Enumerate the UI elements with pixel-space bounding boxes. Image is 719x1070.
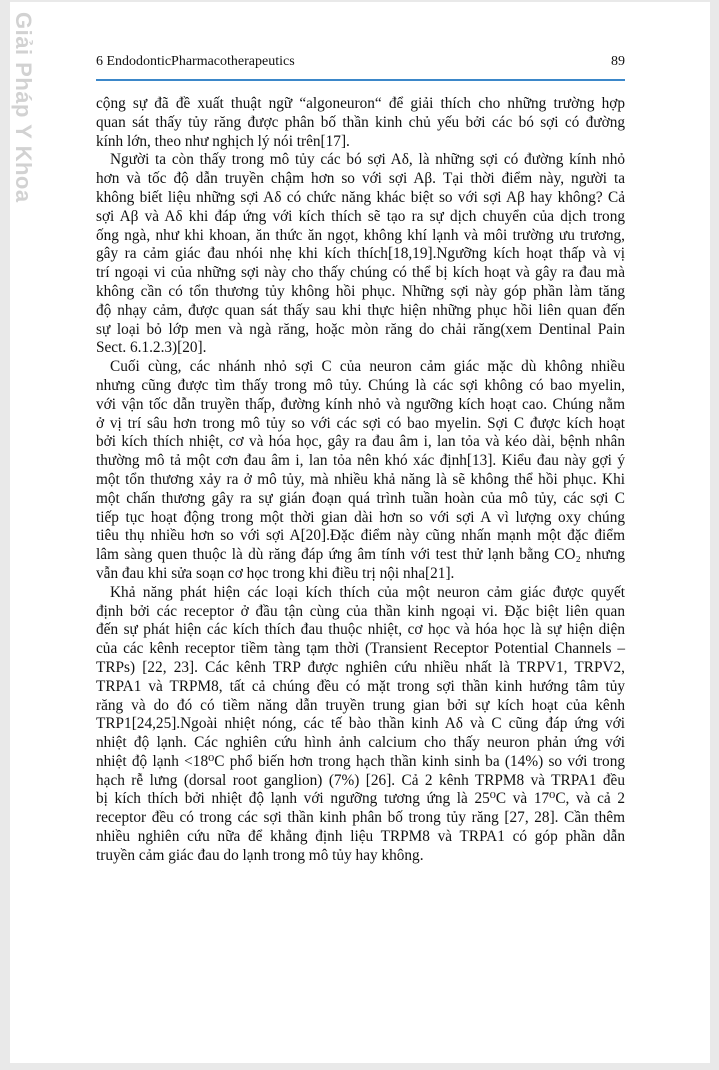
text-line: không biết liệu những sợi Aδ có chức năng khác biệt so với sợi Aβ hay không? Cả [96,188,625,206]
text-line: hạch rễ lưng (dorsal root ganglion) (7%) [26]. Cả 2 kênh TRPM8 và TRPA1 đều [96,771,625,789]
page-number: 89 [611,54,625,69]
document-page [10,2,710,1063]
text-line: TRPA1 và TRPM8, tất cả chúng đều có mặt trong sợi thần kinh hướng tâm tủy [96,677,625,695]
paragraph [96,151,625,358]
text-line: Cuối cùng, các nhánh nhỏ sợi C của neuron cảm giác mặc dù không nhiều [110,358,625,376]
text-line: receptor đều có trong các sợi thần kinh phân bố trong tủy răng [27, 28]. Cần thêm [96,809,625,827]
text-line: bởi kích thích nhiệt, cơ và hóa học, gây ra đau âm i, lan tỏa và kéo dài, bệnh nhân [96,433,625,451]
text-line: của các kênh receptor tiềm tàng tạm thời (Transient Receptor Potential Channels – [96,640,625,658]
text-line: gây ra cảm giác đau nhói nhẹ khi kích thích[18,19].Ngưỡng kích hoạt thấp và vị [96,245,625,263]
text-line: đến sự phát hiện các kích thích đau thuộc nhiệt, cơ học và hóa học là sự hiện diện [96,621,625,639]
paragraph [96,584,625,866]
text-line: Người ta còn thấy trong mô tủy các bó sợi Aδ, là những sợi có đường kính nhỏ [110,151,625,169]
text-line: một chấn thương gây ra sự gián đoạn quá trình tuần hoàn của mô tủy, các sợi C [96,489,625,507]
paragraph [96,358,625,584]
text-line: răng và do đó có tiềm năng dẫn truyền trung gian bởi sự kích hoạt của kênh [96,696,625,714]
text-line: tiêu thụ nhiều hơn so với sợi A[20].Đặc điểm này cũng nhấn mạnh một đặc điểm [96,527,625,545]
text-line: TRPs) [22, 23]. Các kênh TRP được nghiên cứu nhiều nhất là TRPV1, TRPV2, [96,658,625,676]
text-line: kính lớn, theo như nghịch lý nói trên[17]. [96,132,350,150]
text-line: tiếp tục hoạt động trong một thời gian dài hơn so với sợi A vì lượng oxy chúng [96,508,625,526]
text-line: với vận tốc dẫn truyền thấp, đường kính nhỏ và ngưỡng kích hoạt cao. Chúng nằm [96,395,625,413]
text-line: trí ngoại vi của những sợi này cho thấy chúng có thể bị kích hoạt và gây ra đau mà [96,264,625,282]
text-line: Sect. 6.1.2.3)[20]. [96,339,207,357]
text-line: nhưng cũng được tìm thấy trong mô tủy. Chúng là các sợi không có bao myelin, [96,376,625,394]
text-line: định bởi các receptor ở đầu tận cùng của thần kinh ngoại vi. Đặc biệt liên quan [96,602,625,620]
text-line: sự loại bỏ lớp men và ngà răng, hoặc mòn răng do chải răng(xem Dentinal Pain [96,320,625,338]
text-line: vẫn đau khi sửa soạn cơ học trong khi điều trị nội nha[21]. [96,564,455,582]
text-line: TRP1[24,25].Ngoài nhiệt nóng, các tế bào thần kinh Aδ và C cũng đáp ứng với [96,715,625,733]
text-line: thường mô tả một cơn đau âm i, lan tỏa nên khó xác định[13]. Kiểu đau này gợi ý [96,452,625,470]
text-line: ở vị trí sâu hơn trong mô tủy so với các sợi có bao myelin. Sợi C được kích hoạt [96,414,625,432]
chapter-title: 6 EndodonticPharmacotherapeutics [96,54,295,69]
text-line: lâm sàng quen thuộc là dù răng đáp ứng âm tính với test thử lạnh bằng CO₂ nhưng [96,546,625,564]
text-line: nhiều nghiên cứu nữa để khẳng định liệu TRPM8 và TRPA1 có góp phần dẫn [96,828,625,846]
text-line: bị kích thích bởi nhiệt độ lạnh với ngưỡng tương ứng là 25⁰C và 17⁰C, và cả 2 [96,790,625,808]
text-line: quan sát thấy tủy răng được phân bố thần kinh chủ yếu bởi các bó sợi có đường [96,113,625,131]
text-line: Khả năng phát hiện các loại kích thích của một neuron cảm giác được quyết [110,583,625,601]
text-line: nhiệt độ lạnh. Các nghiên cứu hình ảnh calcium cho thấy neuron phản ứng với [96,734,625,752]
text-line: sợi Aβ và Aδ khi đáp ứng với kích thích sẽ tạo ra sự dịch chuyển của dịch trong [96,207,625,225]
watermark: Giải Pháp Y Khoa [11,12,36,203]
text-line: truyền cảm giác đau do lạnh trong mô tủy hay không. [96,846,424,864]
text-line: ống ngà, như khi khoan, ăn thức ăn ngọt, không khí lạnh và môi trường ưu trương, [96,226,625,244]
text-line: cộng sự đã đề xuất thuật ngữ “algoneuron“ để giải thích cho những trường hợp [96,95,625,112]
text-line: một tổn thương xảy ra ở mô tủy, mà nhiều khả năng là sẽ không thể hồi phục. Khi [96,470,625,488]
body-text [96,95,625,866]
text-line: hơn và tốc độ dẫn truyền chậm hơn so với sợi Aβ. Tại thời điểm này, người ta [96,170,625,188]
header-rule [96,79,625,81]
text-line: nhiệt độ lạnh <18⁰C phổ biến hơn trong hạch thần kinh sinh ba (14%) so với trong [96,752,625,770]
text-line: độ nhạy cảm, được quan sát thấy sau khi thực hiện những phục hồi liên quan đến [96,301,625,319]
text-line: không cần có tổn thương tủy không hồi phục. Những sợi này góp phần làm tăng [96,282,625,300]
paragraph [96,95,625,151]
